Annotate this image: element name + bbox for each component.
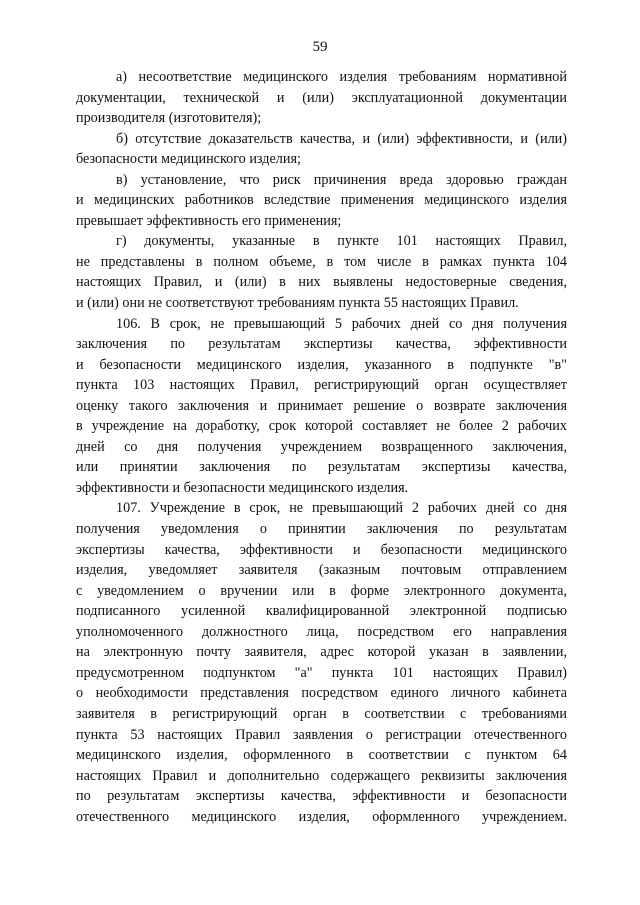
text-line: настоящих Правил и дополнительно содержащего реквизиты заключения [76, 767, 567, 784]
text-line: в учреждение на доработку, срок которой составляет не более 2 рабочих [76, 418, 567, 435]
text-line: производителя (изготовителя); [76, 110, 262, 127]
text-line: предусмотренном подпунктом "а" пункта 101 настоящих Правил) [76, 664, 567, 681]
text-line: превышает эффективность его применения; [76, 212, 342, 229]
text-line: безопасности медицинского изделия; [76, 151, 301, 168]
paragraph [76, 129, 567, 170]
text-line: медицинского изделия, оформленного в соответствии с пунктом 64 [76, 747, 567, 764]
text-line: г) документы, указанные в пункте 101 настоящих Правил, [116, 233, 567, 250]
text-line: а) несоответствие медицинского изделия требованиям нормативной [116, 69, 567, 85]
page-number: 59 [312, 39, 328, 55]
text-line: оценку такого заключения и принимает решение о возврате заключения [76, 397, 567, 414]
text-line: заключения по результатам экспертизы качества, эффективности [76, 336, 567, 353]
text-line: и медицинских работников вследствие применения медицинского изделия [76, 192, 567, 209]
text-line: о необходимости представления посредством единого личного кабинета [76, 685, 567, 702]
text-line: настоящих Правил, и (или) в них выявлены недостоверные сведения, [76, 274, 567, 291]
text-line: пункта 103 настоящих Правил, регистрирующий орган осуществляет [76, 377, 567, 394]
text-line: не представлены в полном объеме, в том числе в рамках пункта 104 [76, 253, 567, 270]
text-line: 107. Учреждение в срок, не превышающий 2 рабочих дней со дня [116, 500, 567, 517]
text-line: пункта 53 настоящих Правил заявления о регистрации отечественного [76, 726, 567, 743]
text-line: подписанного усиленной квалифицированной электронной подписью [76, 603, 567, 620]
text-line: б) отсутствие доказательств качества, и (или) эффективности, и (или) [116, 130, 567, 147]
document-body [76, 67, 567, 827]
text-line: документации, технической и (или) эксплуатационной документации [76, 89, 567, 106]
paragraph [76, 498, 567, 827]
text-line: изделия, уведомляет заявителя (заказным почтовым отправлением [76, 562, 567, 579]
text-line: и (или) они не соответствуют требованиям пункта 55 настоящих Правил. [76, 295, 519, 312]
paragraph [76, 231, 567, 313]
text-line: в) установление, что риск причинения вреда здоровью граждан [116, 171, 567, 188]
text-line: экспертизы качества, эффективности и безопасности медицинского [76, 541, 567, 558]
text-line: на электронную почту заявителя, адрес которой указан в заявлении, [76, 644, 567, 661]
text-line: 106. В срок, не превышающий 5 рабочих дней со дня получения [116, 315, 567, 332]
text-line: и безопасности медицинского изделия, указанного в подпункте "в" [76, 356, 567, 373]
paragraph [76, 314, 567, 499]
paragraph [76, 67, 567, 129]
text-line: с уведомлением о вручении или в форме электронного документа, [76, 582, 567, 599]
text-line: получения уведомления о принятии заключения по результатам [76, 521, 567, 538]
text-line: отечественного медицинского изделия, оформленного учреждением. [76, 808, 567, 825]
text-line: или принятии заключения по результатам экспертизы качества, [76, 459, 567, 476]
text-line: дней со дня получения учреждением возвращенного заключения, [76, 438, 567, 455]
text-line: уполномоченного должностного лица, посредством его направления [76, 623, 567, 640]
paragraph [76, 170, 567, 232]
text-line: эффективности и безопасности медицинского изделия. [76, 479, 409, 496]
text-line: заявителя в регистрирующий орган в соответствии с требованиями [76, 705, 567, 722]
text-line: по результатам экспертизы качества, эффективности и безопасности [76, 788, 567, 805]
